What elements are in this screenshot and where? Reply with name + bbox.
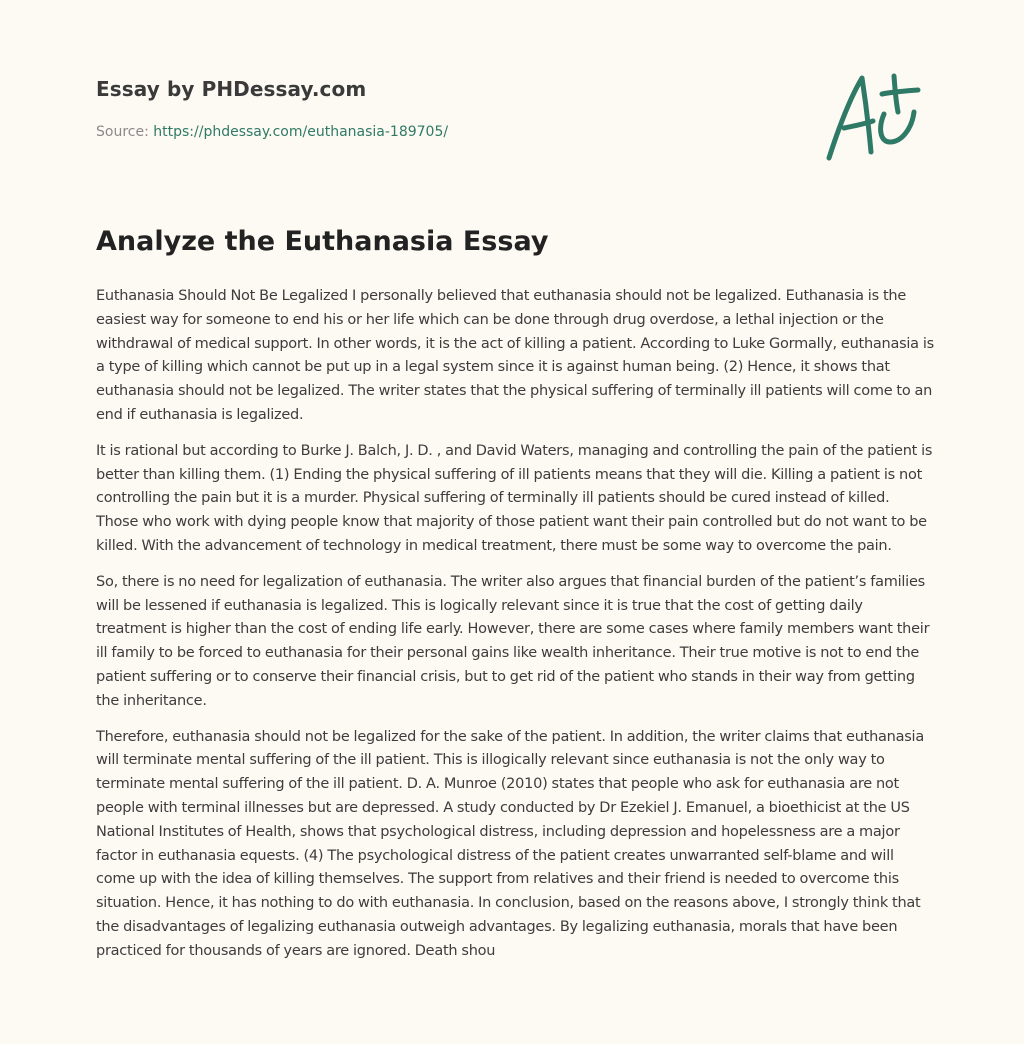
essay-paragraph: It is rational but according to Burke J. Balch, J. D. , and David Waters, managing and controlling the pain of the patient is better than killing them. (1) Ending the physical suffering of ill patients means that they will die. Killing a patient is not controlling the pain but it is a murder. Physical suffering of terminally ill patients should be cured instead of killed. Those who work with dying people know that majority of those patient want their pain controlled but do not want to be killed. With the advancement of technology in medical treatment, there must be some way to overcome the pain. — [96, 442, 933, 554]
source-line — [96, 124, 448, 140]
essay-body — [96, 285, 934, 976]
essay-title: Analyze the Euthanasia Essay — [96, 226, 549, 257]
essay-paragraph: Therefore, euthanasia should not be legalized for the sake of the patient. In addition, the writer claims that euthanasia will terminate mental suffering of the ill patient. This is illogically relevant since euthanasia is not the only way to terminate mental suffering of the ill patient. D. A. Munroe (2010) states that people who ask for euthanasia are not people with terminal illnesses but are depressed. A study conducted by Dr Ezekiel J. Emanuel, a bioethicist at the US National Institutes of Health, shows that psychological distress, including depression and hopelessness are a major factor in euthanasia equests. (4) The psychological distress of the patient creates unwarranted self-blame and will come up with the idea of killing themselves. The support from relatives and their friend is needed to overcome this situation. Hence, it has nothing to do with euthanasia. In conclusion, based on the reasons above, I strongly think that the disadvantages of legalizing euthanasia outweigh advantages. By legalizing euthanasia, morals that have been practiced for thousands of years are ignored. Death shou — [96, 728, 924, 959]
essay-paragraph: Euthanasia Should Not Be Legalized I personally believed that euthanasia should not be legalized. Euthanasia is the easiest way for someone to end his or her life which can be done through drug overdose, a lethal injection or the withdrawal of medical support. In other words, it is the act of killing a patient. According to Luke Gormally, euthanasia is a type of killing which cannot be put up in a legal system since it is against human being. (2) Hence, it shows that euthanasia should not be legalized. The writer states that the physical suffering of terminally ill patients will come to an end if euthanasia is legalized. — [96, 288, 934, 423]
source-link[interactable]: https://phdessay.com/euthanasia-189705/ — [153, 124, 449, 140]
essay-paragraph: So, there is no need for legalization of euthanasia. The writer also argues that financial burden of the patient’s families will be lessened if euthanasia is legalized. This is logically relevant since it is true that the cost of getting daily treatment is higher than the cost of ending life early. However, there are some cases where family members want their ill family to be forced to euthanasia for their personal gains like wealth inheritance. Their true motive is not to end the patient suffering or to conserve their financial crisis, but to get rid of the patient who stands in their way from getting the inheritance. — [96, 573, 930, 709]
site-title: Essay by PHDessay.com — [96, 77, 367, 101]
source-label: Source: — [96, 124, 154, 140]
a-plus-logo-icon — [822, 68, 926, 164]
